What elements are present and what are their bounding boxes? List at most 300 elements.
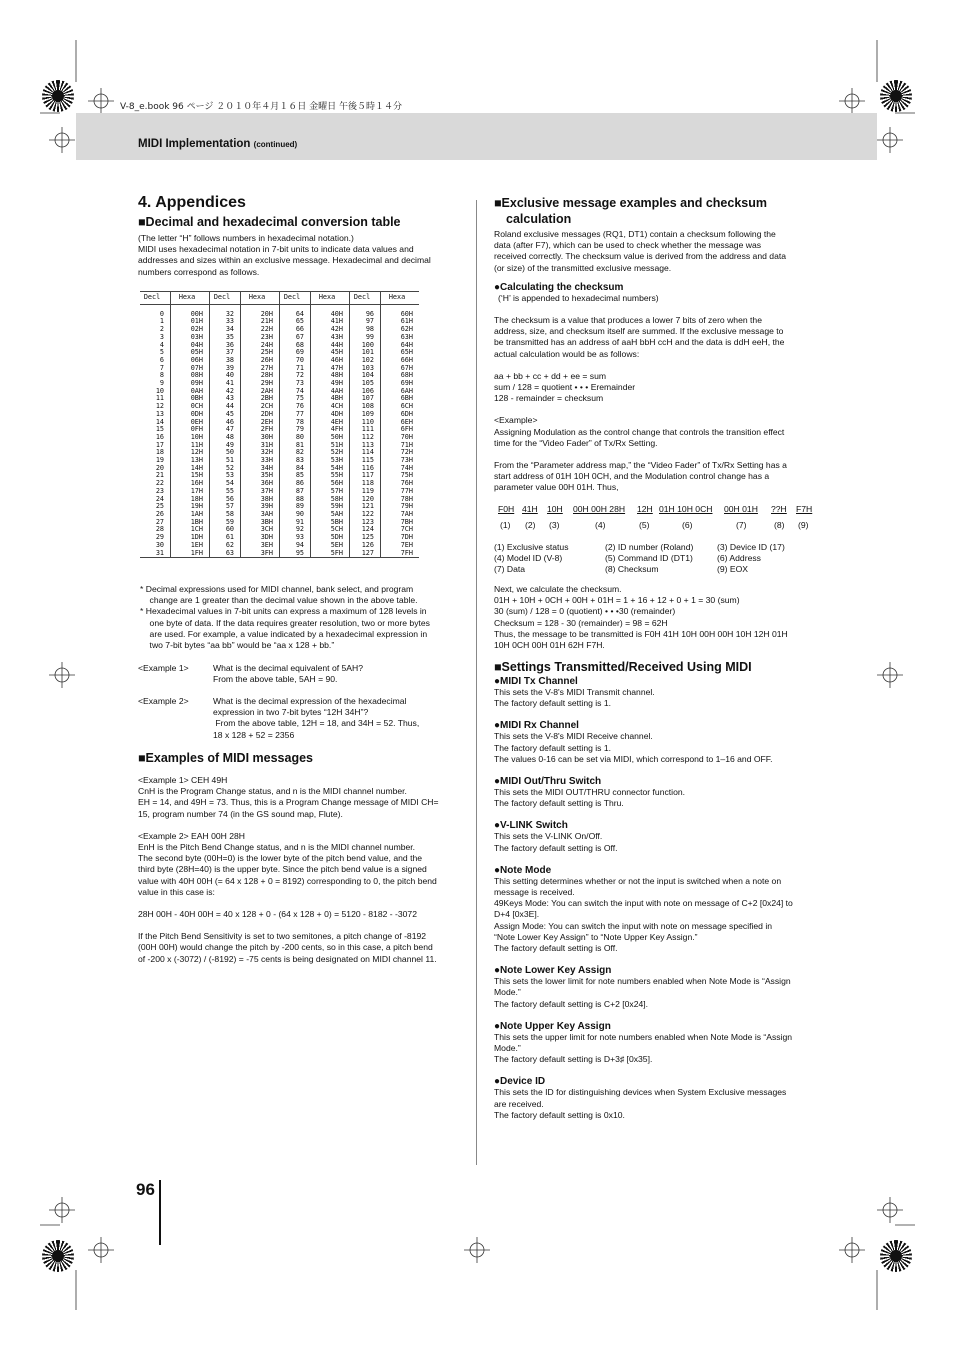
text-line: parameter value 00H 01H. Thus,	[494, 482, 619, 493]
text-line: sum / 128 = quotient • • • Eremainder	[494, 382, 636, 393]
table-cell: 26	[155, 509, 164, 518]
table-cell: 72H	[381, 449, 420, 457]
legend-item: (3) Device ID (17)	[717, 542, 785, 552]
table-cell: 2FH	[241, 426, 280, 434]
setting-title: ●MIDI Out/Thru Switch	[494, 776, 602, 788]
table-cell: 127	[350, 550, 381, 558]
table-cell: 39	[210, 365, 241, 373]
table-row	[140, 534, 419, 542]
text-line: The factory default setting is Off.	[494, 842, 618, 853]
message-byte: 10H	[547, 504, 563, 514]
table-cell: 104	[350, 372, 381, 380]
paragraph	[494, 315, 824, 360]
table-cell: 10	[155, 386, 164, 395]
table-cell: 16H	[171, 480, 210, 488]
table-row	[140, 550, 419, 558]
table-cell: 2EH	[241, 419, 280, 427]
legend-item: (2) ID number (Roland)	[605, 542, 694, 552]
table-cell: 24	[155, 494, 164, 503]
message-byte: ??H	[771, 504, 787, 514]
table-cell: 02H	[171, 326, 210, 334]
table-cell: 38	[210, 357, 241, 365]
text-line: (or size) of the transmitted exclusive message.	[494, 262, 672, 273]
message-index: (5)	[639, 520, 650, 530]
table-cell: 51H	[311, 442, 350, 450]
table-row	[140, 480, 419, 488]
text-line: This sets the MIDI OUT/THRU connector function.	[494, 787, 686, 798]
table-cell: 34H	[241, 465, 280, 473]
table-row	[140, 426, 419, 434]
table-cell: 78	[280, 419, 311, 427]
table-cell: 86	[280, 480, 311, 488]
table-cell: 49	[210, 442, 241, 450]
setting-item	[494, 720, 824, 765]
legend-item: (7) Data	[494, 564, 526, 574]
table-cell: 32H	[241, 449, 280, 457]
table-cell: 64H	[381, 342, 420, 350]
table-cell: 23H	[241, 334, 280, 342]
table-cell: 24H	[241, 342, 280, 350]
table-cell: 106	[350, 388, 381, 396]
table-cell: 2AH	[241, 388, 280, 396]
table-cell: 5DH	[311, 534, 350, 542]
table-cell: 62H	[381, 326, 420, 334]
setting-title: ●Note Lower Key Assign	[494, 965, 612, 977]
table-header-cell: Decl	[210, 292, 241, 305]
text-line: Mode.”	[494, 987, 521, 998]
table-cell: 46	[210, 419, 241, 427]
table-cell: 71	[280, 365, 311, 373]
settings-list	[494, 676, 824, 1121]
table-cell: 6EH	[381, 419, 420, 427]
table-cell: 37	[210, 349, 241, 357]
table-notes	[140, 584, 465, 651]
setting-item	[494, 776, 824, 809]
table-row	[140, 472, 419, 480]
table-cell: 49H	[311, 380, 350, 388]
text-line: 128 - remainder = checksum	[494, 393, 604, 404]
intro-paragraph	[494, 229, 824, 274]
table-cell: 15	[155, 425, 164, 434]
table-cell: 09H	[171, 380, 210, 388]
table-cell: 28H	[241, 372, 280, 380]
table-cell: 99	[350, 334, 381, 342]
note-line: * Decimal expressions used for MIDI channel, bank select, and program	[140, 584, 414, 594]
table-cell: 10H	[171, 434, 210, 442]
table-cell: 58	[210, 511, 241, 519]
table-cell: 21H	[241, 318, 280, 326]
table-cell: 8	[159, 371, 164, 380]
table-cell: 26H	[241, 357, 280, 365]
table-cell: 119	[350, 488, 381, 496]
legend-item: (1) Exclusive status	[494, 542, 569, 552]
table-cell: 59H	[311, 503, 350, 511]
table-cell: 97	[350, 318, 381, 326]
table-cell: 20	[155, 463, 164, 472]
text-line: CnH is the Program Change status, and n is the MIDI channel number.	[138, 786, 407, 797]
table-cell: 1EH	[171, 542, 210, 550]
message-byte: 00H 01H	[724, 504, 758, 514]
text-line: <Example>	[494, 415, 538, 426]
text-line: data (after F7), which can be used to check whether the message was	[494, 240, 762, 251]
setting-item	[494, 865, 824, 954]
text-line: value with 40H 00H (= 64 x 128 + 0 = 8192) corresponding to 0, the pitch bend	[138, 875, 437, 886]
text-line: be transmitted has an address of aaH bbH ccH and the data is ddH eeH, the	[494, 337, 785, 348]
message-index: (6)	[682, 520, 693, 530]
table-cell: 3DH	[241, 534, 280, 542]
example-label: <Example 1>	[138, 663, 189, 673]
table-cell: 63H	[381, 334, 420, 342]
setting-description	[494, 687, 824, 709]
setting-title: ●V-LINK Switch	[494, 820, 568, 832]
table-cell: 17H	[171, 488, 210, 496]
text-line: aa + bb + cc + dd + ee = sum	[494, 370, 607, 381]
table-cell: 15H	[171, 472, 210, 480]
table-cell: 70H	[381, 434, 420, 442]
table-cell: 11	[155, 394, 164, 403]
table-row	[140, 388, 419, 396]
table-cell: 75H	[381, 472, 420, 480]
text-line: 10H 0CH 00H 01H 62H F7H.	[494, 640, 605, 651]
table-cell: 102	[350, 357, 381, 365]
table-row	[140, 403, 419, 411]
table-cell: 38H	[241, 496, 280, 504]
table-cell: 90	[280, 511, 311, 519]
text-line: start address of 01H 10H 0CH, and the Modulation control change has a	[494, 471, 770, 482]
table-cell: 46H	[311, 357, 350, 365]
table-cell: 22H	[241, 326, 280, 334]
registration-starburst-icon	[880, 1240, 912, 1272]
table-cell: 116	[350, 465, 381, 473]
table-cell: 78H	[381, 496, 420, 504]
text-line: numbers correspond as follows.	[138, 266, 260, 277]
table-cell: 19	[155, 456, 164, 465]
table-cell: 13H	[171, 457, 210, 465]
table-cell: 0BH	[171, 395, 210, 403]
text-line: D+4 [0x3E].	[494, 909, 540, 920]
legend-item: (8) Checksum	[605, 564, 659, 574]
table-row	[140, 380, 419, 388]
table-cell: 08H	[171, 372, 210, 380]
intro-paragraph	[138, 233, 463, 278]
table-cell: 77H	[381, 488, 420, 496]
text-line: The factory default setting is 1.	[494, 698, 612, 709]
message-index: (9)	[798, 520, 809, 530]
table-cell: 19H	[171, 503, 210, 511]
setting-item	[494, 820, 824, 853]
text-line: From the above table, 12H = 18, and 34H = 52. Thus,	[213, 718, 420, 729]
table-row	[140, 457, 419, 465]
table-cell: 13	[155, 409, 164, 418]
table-cell: 43H	[311, 334, 350, 342]
table-row	[140, 334, 419, 342]
table-row	[140, 519, 419, 527]
table-cell: 7AH	[381, 511, 420, 519]
subsection-heading: ■Examples of MIDI messages	[138, 751, 313, 765]
table-cell: 101	[350, 349, 381, 357]
example-1	[138, 663, 463, 685]
table-cell: 7DH	[381, 534, 420, 542]
calculation-line: 28H 00H - 40H 00H = 40 x 128 + 0 - (64 x 128 + 0) = 5120 - 8182 - -3072	[138, 909, 417, 920]
text-line: of -200 x (-3072) / (-8192) = -75 cents is being designated on MIDI channel 11.	[138, 953, 437, 964]
setting-item	[494, 676, 824, 709]
text-line: From the “Parameter address map,” the “Video Fader” of Tx/Rx Setting has a	[494, 460, 787, 471]
text-line: expression in two 7-bit bytes “12H 34H”?	[213, 707, 369, 718]
paragraph	[138, 831, 463, 898]
table-cell: 9	[159, 379, 164, 388]
table-cell: 0DH	[171, 411, 210, 419]
table-cell: 5EH	[311, 542, 350, 550]
text-line: “Note Lower Key Assign” to “Note Upper Key Assign.”	[494, 931, 698, 942]
table-row	[140, 465, 419, 473]
table-row	[140, 419, 419, 427]
text-line: EnH is the Pitch Bend Change status, and n is the MIDI channel number.	[138, 842, 416, 853]
table-cell: 0EH	[171, 419, 210, 427]
table-cell: 41	[210, 380, 241, 388]
text-line: The factory default setting is 1.	[494, 742, 612, 753]
table-header-cell: Hexa	[171, 292, 210, 305]
table-cell: 77	[280, 411, 311, 419]
table-cell: 30H	[241, 434, 280, 442]
table-cell: 62	[210, 542, 241, 550]
table-cell: 11H	[171, 442, 210, 450]
table-cell: 92	[280, 526, 311, 534]
table-cell: 35H	[241, 472, 280, 480]
table-cell: 125	[350, 534, 381, 542]
legend-item: (4) Model ID (V-8)	[494, 553, 563, 563]
text-line: This sets the V-LINK On/Off.	[494, 831, 603, 842]
subsection-heading	[494, 195, 824, 227]
table-cell: 14H	[171, 465, 210, 473]
table-cell: 43	[210, 395, 241, 403]
table-cell: 76H	[381, 480, 420, 488]
table-cell: 1FH	[171, 550, 210, 558]
page-number-bar	[159, 1180, 161, 1245]
table-cell: 5	[159, 348, 164, 357]
table-row	[140, 349, 419, 357]
table-cell: 118	[350, 480, 381, 488]
table-cell: 117	[350, 472, 381, 480]
text-line: Mode.”	[494, 1043, 521, 1054]
section-heading: 4. Appendices	[138, 194, 246, 211]
setting-item	[494, 1076, 824, 1121]
text-line: (00H 00H) would change the pitch by -200 cents, so in this case, a pitch bend	[138, 942, 433, 953]
left-column	[138, 194, 463, 278]
table-header-cell: Decl	[350, 292, 381, 305]
table-cell: 48	[210, 434, 241, 442]
table-cell: 71H	[381, 442, 420, 450]
table-cell: 98	[350, 326, 381, 334]
table-cell: 79H	[381, 503, 420, 511]
paragraph	[138, 931, 463, 965]
table-cell: 65H	[381, 349, 420, 357]
table-cell: 44	[210, 403, 241, 411]
text-line: This sets the V-8's MIDI Receive channel.	[494, 731, 653, 742]
setting-title: ●MIDI Rx Channel	[494, 720, 579, 732]
table-cell: 27	[155, 517, 164, 526]
table-cell: 69H	[381, 380, 420, 388]
table-cell: 72	[280, 372, 311, 380]
paragraph	[494, 415, 824, 449]
table-cell: 69	[280, 349, 311, 357]
conversion-table	[140, 291, 419, 558]
note-line: change are 1 greater than the decimal value shown in the above table.	[140, 595, 418, 606]
table-cell: 2BH	[241, 395, 280, 403]
text-line: are received.	[494, 1098, 544, 1109]
table-cell: 5AH	[311, 511, 350, 519]
heading-line: ■Exclusive message examples and checksum	[494, 196, 767, 210]
table-cell: 35	[210, 334, 241, 342]
table-cell: 80	[280, 434, 311, 442]
table-header-cell: Hexa	[311, 292, 350, 305]
table-cell: 6	[159, 355, 164, 364]
setting-item	[494, 1021, 824, 1066]
table-cell: 59	[210, 519, 241, 527]
table-cell: 88	[280, 496, 311, 504]
table-cell: 3FH	[241, 550, 280, 558]
note-line: are used. For example, a value indicated by a hexadecimal expression in	[140, 628, 428, 639]
table-cell: 73	[280, 380, 311, 388]
checksum-heading: ●Calculating the checksum	[494, 281, 624, 293]
table-cell: 82	[280, 449, 311, 457]
table-cell: 50H	[311, 434, 350, 442]
table-cell: 45	[210, 411, 241, 419]
table-cell: 31H	[241, 442, 280, 450]
message-index: (7)	[736, 520, 747, 530]
text-line: addresses and sizes within an exclusive message. Hexadecimal and decimal	[138, 255, 431, 266]
table-cell: 1AH	[171, 511, 210, 519]
table-row	[140, 434, 419, 442]
text-line: The factory default setting is D+3♯ [0x35].	[494, 1054, 653, 1065]
legend-item: (6) Address	[717, 553, 761, 563]
text-line: <Example 2> EAH 00H 28H	[138, 830, 246, 841]
table-row	[140, 342, 419, 350]
table-row	[140, 411, 419, 419]
table-cell: 18H	[171, 496, 210, 504]
text-line: The checksum is a value that produces a lower 7 bits of zero when the	[494, 315, 762, 326]
exclusive-message-bytes	[494, 504, 824, 534]
message-index: (4)	[595, 520, 606, 530]
table-cell: 7EH	[381, 542, 420, 550]
table-cell: 52	[210, 465, 241, 473]
text-line: This sets the lower limit for note numbers enabled when Note Mode is “Assign	[494, 976, 791, 987]
table-cell: 5BH	[311, 519, 350, 527]
table-cell: 41H	[311, 318, 350, 326]
table-cell: 12	[155, 402, 164, 411]
table-cell: 60	[210, 526, 241, 534]
table-cell: 114	[350, 449, 381, 457]
text-line: This sets the upper limit for note numbers enabled when Note Mode is “Assign	[494, 1031, 793, 1042]
message-byte: F7H	[796, 504, 813, 514]
table-cell: 74H	[381, 465, 420, 473]
table-cell: 6CH	[381, 403, 420, 411]
table-cell: 3AH	[241, 511, 280, 519]
text-line: This sets the ID for distinguishing devices when System Exclusive messages	[494, 1087, 787, 1098]
text-line: EH = 14, and 49H = 73. Thus, this is a Program Change message of MIDI CH=	[138, 797, 439, 808]
table-cell: 07H	[171, 365, 210, 373]
text-line: 49Keys Mode: You can switch the input with note on message of C+2 [0x24] to	[494, 898, 793, 909]
table-cell: 23	[155, 486, 164, 495]
table-cell: 3CH	[241, 526, 280, 534]
table-row	[140, 542, 419, 550]
note-line: * Hexadecimal values in 7-bit units can express a maximum of 128 levels in	[140, 606, 427, 617]
table-cell: 47H	[311, 365, 350, 373]
table-cell: 04H	[171, 342, 210, 350]
table-row	[140, 442, 419, 450]
table-cell: 60H	[381, 304, 420, 318]
text-line: 15, program number 74 (in the GS sound map, Flute).	[138, 808, 343, 819]
table-cell: 58H	[311, 496, 350, 504]
text-line: If the Pitch Bend Sensitivity is set to two semitones, a pitch change of -8192	[138, 931, 427, 942]
table-cell: 64	[280, 304, 311, 318]
table-cell: 66	[280, 326, 311, 334]
table-cell: 40H	[311, 304, 350, 318]
table-cell: 53H	[311, 457, 350, 465]
table-cell: 01H	[171, 318, 210, 326]
table-cell: 40	[210, 372, 241, 380]
paragraph	[138, 775, 463, 820]
setting-description	[494, 1032, 824, 1066]
table-cell: 103	[350, 365, 381, 373]
table-cell: 122	[350, 511, 381, 519]
table-cell: 3EH	[241, 542, 280, 550]
text-line: The factory default setting is Off.	[494, 943, 618, 954]
table-cell: 67	[280, 334, 311, 342]
checksum-subtitle: (‘H’ is appended to hexadecimal numbers)	[498, 292, 659, 303]
text-line: Next, we calculate the checksum.	[494, 584, 622, 594]
table-cell: 81	[280, 442, 311, 450]
table-cell: 00H	[171, 304, 210, 318]
table-cell: 94	[280, 542, 311, 550]
text-line: message is received.	[494, 887, 575, 898]
text-line: 30 (sum) / 128 = 0 (quotient) • • •30 (remainder)	[494, 606, 676, 617]
table-cell: 63	[210, 550, 241, 558]
text-line: Assign Mode: You can switch the input with note on message specified in	[494, 920, 773, 931]
table-cell: 83	[280, 457, 311, 465]
text-line: The values 0-16 can be set via MIDI, which correspond to 1–16 and OFF.	[494, 753, 773, 764]
table-cell: 1	[159, 317, 164, 326]
table-cell: 109	[350, 411, 381, 419]
heading-line: calculation	[506, 212, 572, 226]
subsection-heading: ■Settings Transmitted/Received Using MIDI	[494, 660, 752, 674]
table-cell: 79	[280, 426, 311, 434]
table-cell: 05H	[171, 349, 210, 357]
table-cell: 75	[280, 395, 311, 403]
table-cell: 96	[350, 304, 381, 318]
text-line: Roland exclusive messages (RQ1, DT1) contain a checksum following the	[494, 229, 776, 239]
table-cell: 39H	[241, 503, 280, 511]
text-line: From the above table, 5AH = 90.	[213, 674, 338, 685]
example-2	[138, 696, 463, 741]
table-cell: 14	[155, 417, 164, 426]
table-cell: 17	[155, 440, 164, 449]
table-cell: 45H	[311, 349, 350, 357]
table-cell: 61	[210, 534, 241, 542]
text-line: The factory default setting is Thru.	[494, 798, 624, 809]
table-cell: 123	[350, 519, 381, 527]
text-line: 01H + 10H + 0CH + 00H + 01H = 1 + 16 + 12 + 0 + 1 = 30 (sum)	[494, 595, 740, 606]
table-cell: 1BH	[171, 519, 210, 527]
table-header-cell: Decl	[140, 292, 171, 305]
table-cell: 85	[280, 472, 311, 480]
message-legend	[494, 542, 824, 578]
text-line: Assigning Modulation as the control change that controls the transition effect	[494, 426, 785, 437]
table-cell: 33	[210, 318, 241, 326]
message-index: (1)	[500, 520, 511, 530]
formula-block	[494, 371, 824, 405]
text-line: The factory default setting is C+2 [0x24].	[494, 998, 649, 1009]
table-cell: 107	[350, 395, 381, 403]
